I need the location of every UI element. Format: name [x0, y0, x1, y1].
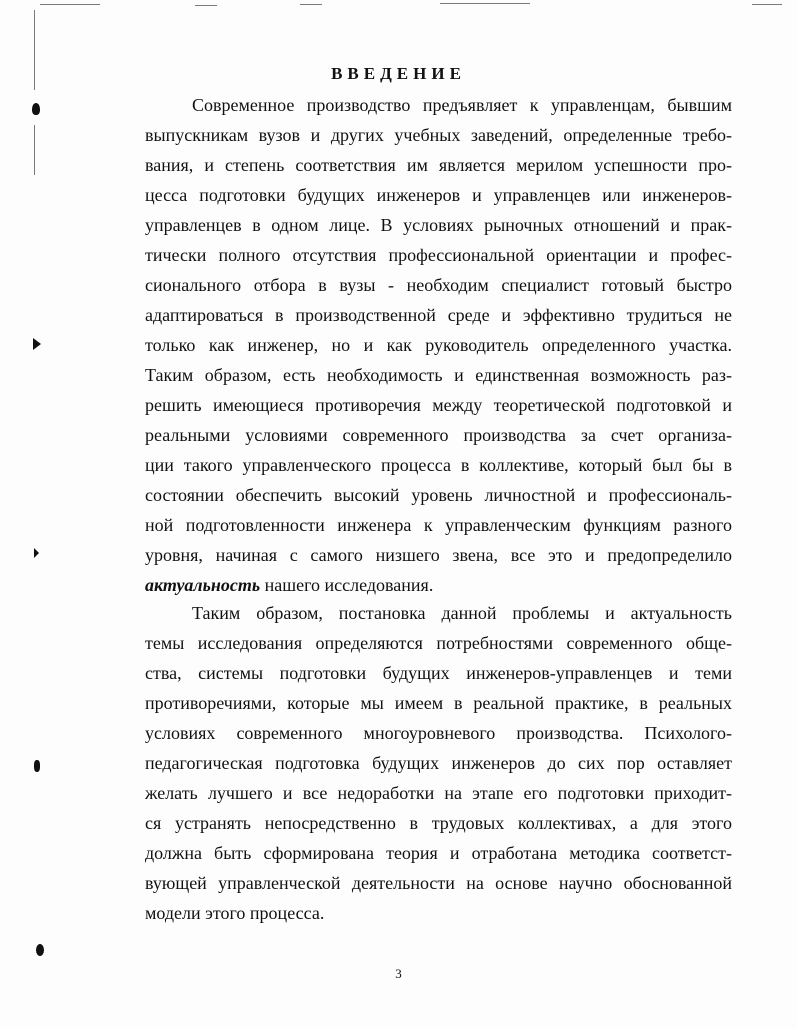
binding-hole-mark: [34, 548, 39, 558]
text-line: педагогическая подготовка будущих инженеров до сих пор оставляет: [145, 753, 732, 773]
text-line: управленцев в одном лице. В условиях рыночных отношений и прак-: [145, 215, 732, 235]
text-line: ции такого управленческого процесса в коллективе, который был бы в: [145, 455, 732, 475]
text-line: тически полного отсутствия профессиональной ориентации и профес-: [145, 245, 732, 265]
scan-artifact-top-line: [300, 4, 322, 5]
scan-artifact-top-line: [440, 3, 530, 4]
page-number: 3: [395, 966, 402, 981]
paragraph-1: [145, 90, 732, 600]
paragraph-2: [145, 598, 732, 928]
text-line: [145, 570, 732, 600]
scan-artifact-top-line: [195, 5, 217, 6]
text-line: ной подготовленности инженера к управленческим функциям разного: [145, 515, 732, 535]
text-fragment: нашего исследования.: [260, 575, 434, 595]
text-line: противоречиями, которые мы имеем в реальной практике, в реальных: [145, 693, 732, 713]
text-line: Таким образом, есть необходимость и единственная возможность раз-: [145, 365, 732, 385]
binding-hole-mark: [36, 944, 44, 956]
text-line: выпускникам вузов и других учебных заведений, определенные требо-: [145, 125, 732, 145]
scan-artifact-left-line: [34, 125, 35, 175]
text-line: уровня, начиная с самого низшего звена, все это и предопределило: [145, 545, 732, 565]
text-line: только как инженер, но и как руководитель определенного участка.: [145, 335, 732, 355]
text-line: ся устранять непосредственно в трудовых коллективах, а для этого: [145, 813, 732, 833]
binding-hole-mark: [33, 338, 41, 350]
text-line: вания, и степень соответствия им является мерилом успешности про-: [145, 155, 732, 175]
binding-hole-mark: [34, 760, 40, 772]
emphasized-term: актуальность: [145, 575, 261, 595]
text-line: темы исследования определяются потребностями современного обще-: [145, 633, 732, 653]
text-line: Современное производство предъявляет к управленцам, бывшим: [192, 95, 732, 115]
text-line: адаптироваться в производственной среде и эффективно трудиться не: [145, 305, 732, 325]
text-line: сионального отбора в вузы - необходим специалист готовый быстро: [145, 275, 732, 295]
text-line: условиях современного многоуровневого производства. Психолого-: [145, 723, 732, 743]
text-line: модели этого процесса.: [145, 903, 325, 923]
binding-hole-mark: [32, 103, 40, 115]
text-line: цесса подготовки будущих инженеров и управленцев или инженеров-: [145, 185, 732, 205]
text-line: должна быть сформирована теория и отработана методика соответст-: [145, 843, 732, 863]
text-line: реальными условиями современного производства за счет организа-: [145, 425, 732, 445]
text-line: Таким образом, постановка данной проблемы и актуальность: [192, 603, 732, 623]
document-title: ВВЕДЕНИЕ: [331, 64, 466, 83]
text-line: вующей управленческой деятельности на основе научно обоснованной: [145, 873, 732, 893]
text-line: желать лучшего и все недоработки на этапе его подготовки приходит-: [145, 783, 732, 803]
scan-artifact-top-line: [752, 4, 782, 5]
text-line: ства, системы подготовки будущих инженеров-управленцев и теми: [145, 663, 732, 683]
text-line: состоянии обеспечить высокий уровень личностной и профессиональ-: [145, 485, 732, 505]
text-line: решить имеющиеся противоречия между теоретической подготовкой и: [145, 395, 732, 415]
scan-artifact-top-line: [40, 4, 100, 5]
